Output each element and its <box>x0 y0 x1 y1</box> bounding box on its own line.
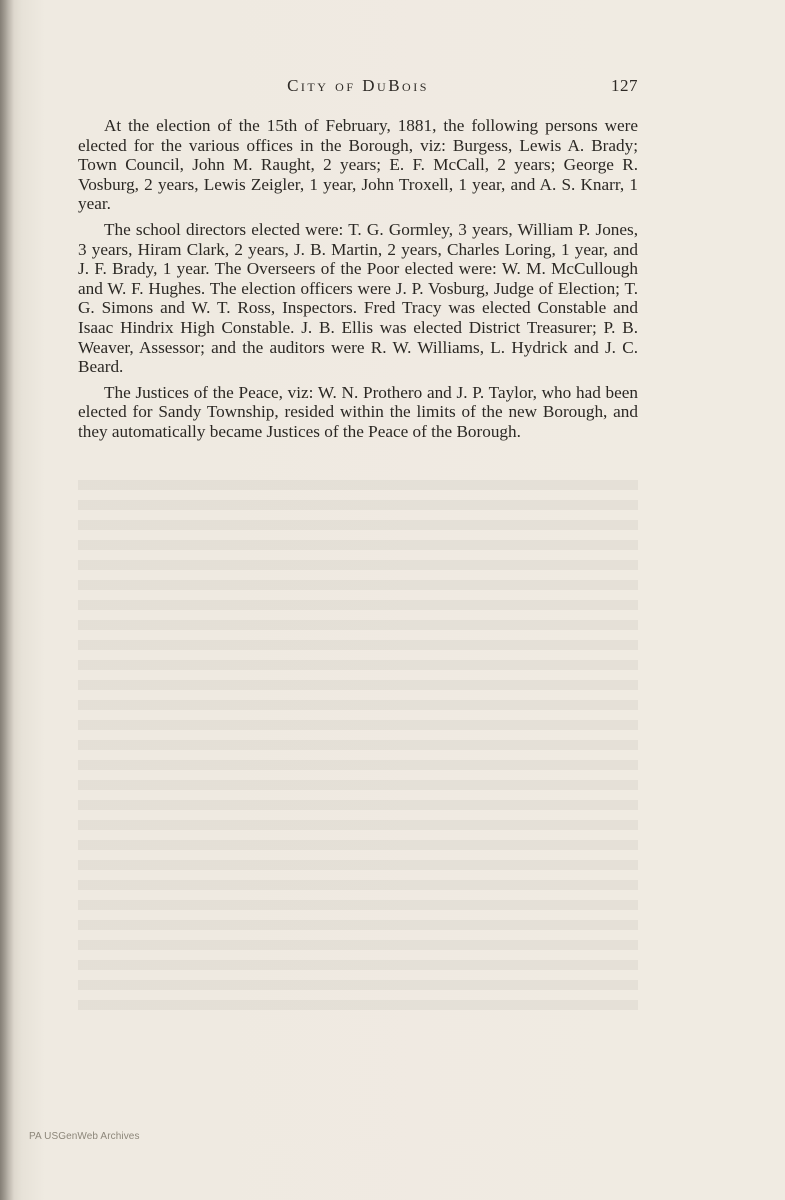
paragraph-school-directors: The school directors elected were: T. G. Gormley, 3 years, William P. Jones, 3 years, Hiram Clark, 2 years, J. B. Martin, 2 years, Charles Loring, 1 year, and J. F. Brady, 1 year. The Overseers of the Poor elected were: W. M. McCullough and W. F. Hughes. The election officers were J. P. Vosburg, Judge of Election; T. G. Simons and W. T. Ross, Inspectors. Fred Tracy was elected Constable and Isaac Hindrix High Constable. J. B. Ellis was elected District Treasurer; P. B. Weaver, Assessor; and the auditors were R. W. Williams, L. Hydrick and J. C. Beard. <box>78 219 638 377</box>
paragraph-election-1881: At the election of the 15th of February, 1881, the following persons were elected for the various offices in the Borough, viz: Burgess, Lewis A. Brady; Town Council, John M. Raught, 2 years; E. F. McCall, 2 years; George R. Vosburg, 2 years, Lewis Zeigler, 1 year, John Troxell, 1 year, and A. S. Knarr, 1 year. <box>78 116 638 214</box>
show-through-texture <box>78 480 638 1010</box>
body-text <box>78 116 638 448</box>
running-title: City of DuBois <box>287 76 429 95</box>
paragraph-justices-of-peace: The Justices of the Peace, viz: W. N. Prothero and J. P. Taylor, who had been elected for Sandy Township, resided within the limits of the new Borough, and they automatically became Justices of the Peace of the Borough. <box>78 382 638 441</box>
page-gutter-shadow <box>0 0 14 1200</box>
archive-watermark: PA USGenWeb Archives <box>29 1131 140 1142</box>
running-header <box>78 76 638 100</box>
page-number: 127 <box>611 76 638 95</box>
